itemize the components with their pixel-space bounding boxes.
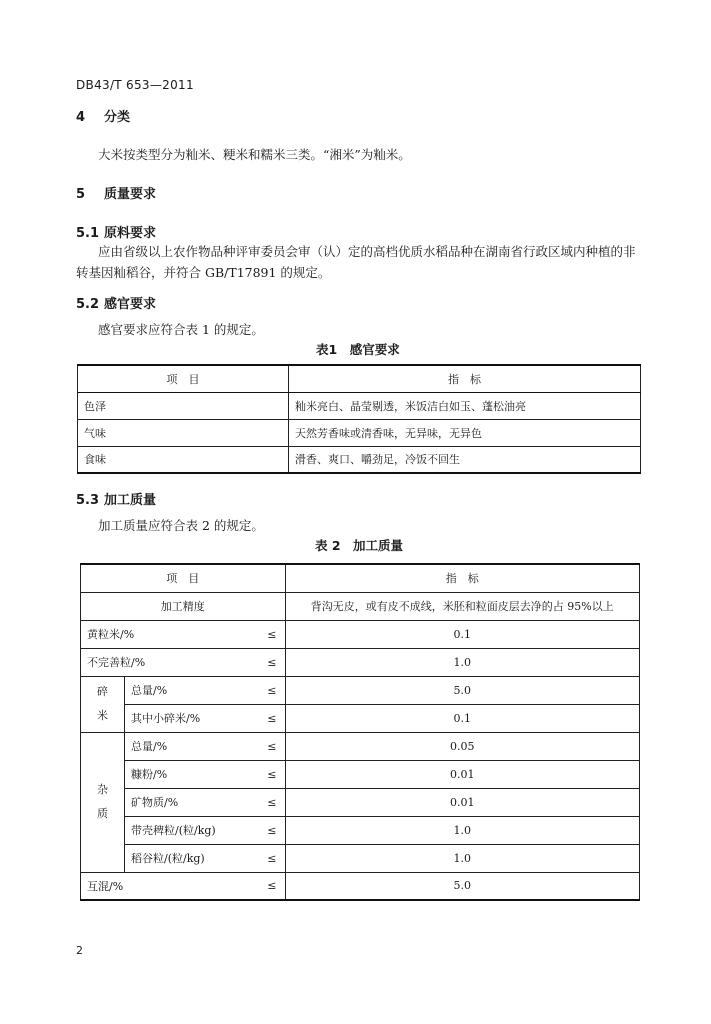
section-5-1-heading (76, 222, 156, 241)
row-value: 1.0 (285, 648, 640, 676)
row-label: 黄粒米/% (81, 620, 253, 648)
table-row (78, 446, 641, 473)
row-label: 色泽 (78, 392, 289, 419)
table-row (81, 816, 640, 844)
page-number: 2 (76, 944, 83, 957)
table-row (81, 648, 640, 676)
row-label: 带壳稗粒/(粒/kg) (125, 816, 253, 844)
row-label: 其中小碎米/% (125, 704, 253, 732)
row-value: 背沟无皮，或有皮不成线，米胚和粒面皮层去净的占 95%以上 (285, 592, 640, 620)
row-value: 天然芳香味或清香味，无异味，无异色 (289, 419, 641, 446)
table-2-caption: 表 2 加工质量 (315, 538, 404, 553)
row-value: 0.01 (285, 788, 640, 816)
table-row (81, 592, 640, 620)
section-number: 4 (76, 110, 86, 125)
header-item: 项 目 (81, 564, 286, 592)
table-row (81, 620, 640, 648)
section-title: 感官要求 (104, 297, 157, 312)
le-symbol: ≤ (253, 704, 286, 732)
table-row (81, 704, 640, 732)
section-number: 5 (76, 187, 86, 202)
table-1-caption: 表1 感官要求 (316, 342, 400, 357)
table-row (81, 788, 640, 816)
section-title: 加工质量 (104, 493, 157, 508)
row-label: 不完善粒/% (81, 648, 253, 676)
row-value: 0.1 (285, 620, 640, 648)
row-value: 0.1 (285, 704, 640, 732)
table-row (81, 872, 640, 900)
table-row (81, 732, 640, 760)
table-row (81, 760, 640, 788)
row-label: 食味 (78, 446, 289, 473)
le-symbol: ≤ (253, 732, 286, 760)
section-title: 分类 (104, 110, 131, 125)
section-5-heading (76, 183, 156, 202)
header-indicator: 指 标 (289, 365, 641, 392)
section-5-1-text-line1: 应由省级以上农作物品种评审委员会审（认）定的高档优质水稻品种在湖南省行政区域内种植的非 (98, 244, 636, 259)
section-title: 质量要求 (104, 187, 157, 202)
header-indicator: 指 标 (285, 564, 640, 592)
row-label: 矿物质/% (125, 788, 253, 816)
section-5-3-text: 加工质量应符合表 2 的规定。 (98, 518, 264, 533)
le-symbol: ≤ (253, 816, 286, 844)
row-value: 1.0 (285, 844, 640, 872)
table-row (81, 676, 640, 704)
row-value: 5.0 (285, 872, 640, 900)
le-symbol: ≤ (253, 760, 286, 788)
section-title: 原料要求 (104, 226, 157, 241)
section-number: 5.2 (76, 297, 100, 312)
row-label: 互混/% (81, 872, 253, 900)
row-label: 气味 (78, 419, 289, 446)
section-5-2-text: 感官要求应符合表 1 的规定。 (98, 322, 264, 337)
sensory-requirements-table (77, 364, 641, 474)
le-symbol: ≤ (253, 788, 286, 816)
row-label: 加工精度 (81, 592, 286, 620)
section-4-heading (76, 106, 130, 125)
row-value: 0.05 (285, 732, 640, 760)
processing-quality-table (80, 563, 640, 901)
row-label: 糠粉/% (125, 760, 253, 788)
le-symbol: ≤ (253, 676, 286, 704)
section-5-3-heading (76, 489, 156, 508)
table-row (78, 419, 641, 446)
le-symbol: ≤ (253, 648, 286, 676)
broken-rice-group-label: 碎 米 (81, 676, 125, 732)
row-value: 籼米亮白、晶莹剔透，米饭洁白如玉、蓬松油亮 (289, 392, 641, 419)
row-label: 总量/% (125, 676, 253, 704)
impurity-group-label: 杂 质 (81, 732, 125, 872)
table-header-row (81, 564, 640, 592)
row-value: 1.0 (285, 816, 640, 844)
le-symbol: ≤ (253, 620, 286, 648)
row-label: 稻谷粒/(粒/kg) (125, 844, 253, 872)
section-4-text: 大米按类型分为籼米、粳米和糯米三类。“湘米”为籼米。 (98, 147, 411, 162)
section-5-2-heading (76, 293, 156, 312)
section-number: 5.1 (76, 226, 100, 241)
document-code: DB43/T 653—2011 (76, 78, 194, 92)
le-symbol: ≤ (253, 844, 286, 872)
table-row (78, 392, 641, 419)
section-5-1-text-line2: 转基因籼稻谷，并符合 GB/T17891 的规定。 (76, 265, 331, 280)
table-header-row (78, 365, 641, 392)
row-label: 总量/% (125, 732, 253, 760)
row-value: 5.0 (285, 676, 640, 704)
row-value: 滑香、爽口、嚼劲足，冷饭不回生 (289, 446, 641, 473)
row-value: 0.01 (285, 760, 640, 788)
section-number: 5.3 (76, 493, 100, 508)
le-symbol: ≤ (253, 872, 286, 900)
table-row (81, 844, 640, 872)
header-item: 项 目 (78, 365, 289, 392)
